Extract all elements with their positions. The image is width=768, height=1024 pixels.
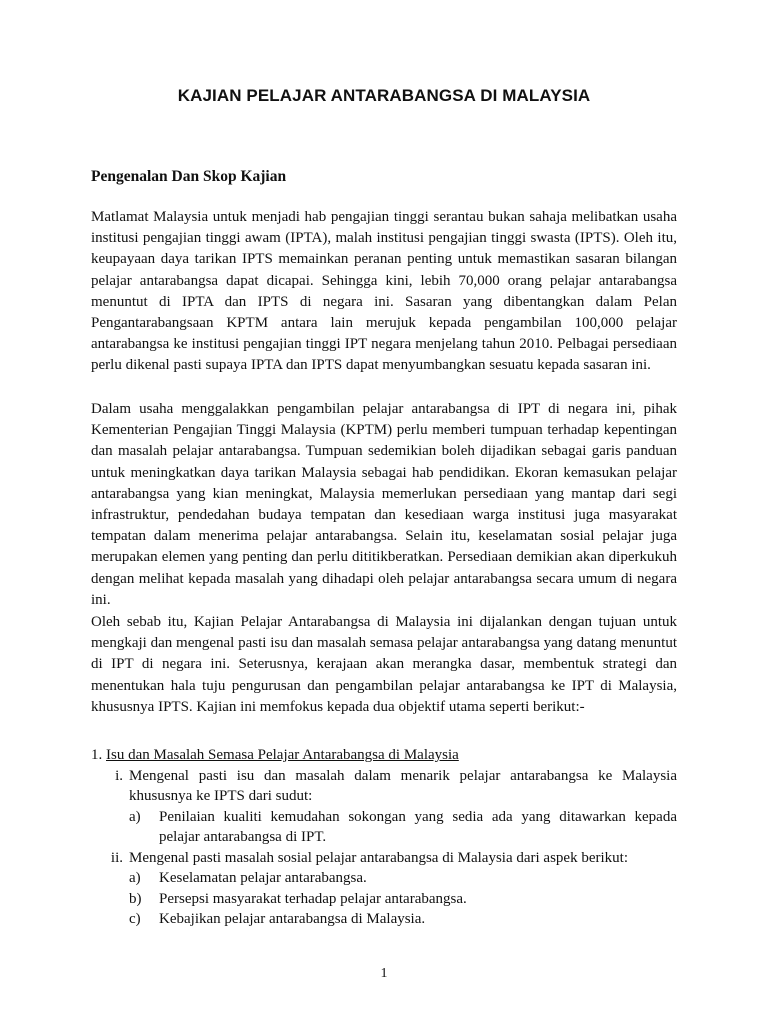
list-item-text: Mengenal pasti masalah sosial pelajar antarabangsa di Malaysia dari aspek berikut:: [129, 849, 628, 866]
objective-number: 1.: [91, 747, 103, 763]
list-item-number: ii.: [110, 849, 123, 866]
list-item: [91, 848, 677, 869]
sub-list-item-text: Penilaian kualiti kemudahan sokongan yang sedia ada yang ditawarkan kepada pelajar antarabangsa di IPT.: [159, 808, 677, 845]
sub-list-item: [91, 889, 677, 910]
list-item-number: i.: [115, 767, 123, 784]
sub-list-item-text: Keselamatan pelajar antarabangsa.: [159, 870, 367, 886]
objective-title-text: Isu dan Masalah Semasa Pelajar Antarabangsa di Malaysia: [106, 747, 459, 763]
sub-list-item: [91, 868, 677, 889]
sub-list-item-number: a): [129, 870, 141, 886]
sub-list-item-number: a): [129, 808, 141, 825]
sub-list-item-text: Kebajikan pelajar antarabangsa di Malaysia.: [159, 911, 426, 927]
objective-list: [91, 745, 677, 930]
sub-list-item-number: b): [129, 890, 142, 907]
objective-title: [91, 745, 677, 766]
paragraph-3: Oleh sebab itu, Kajian Pelajar Antarabangsa di Malaysia ini dijalankan dengan tujuan untuk mengkaji dan mengenal pasti isu dan masalah semasa pelajar antarabangsa yang datang menuntut di IPT di negara ini. Seterusnya, kerajaan akan merangka dasar, membentuk strategi dan menentukan hala tuju pengurusan dan pengambilan pelajar antarabangsa ke IPT di Malaysia, khususnya IPTS. Kajian ini memfokus kepada dua objektif utama seperti berikut:-: [91, 614, 677, 715]
section-heading: Pengenalan Dan Skop Kajian: [91, 168, 287, 185]
list-item: [91, 766, 677, 807]
sub-list-item: [91, 909, 677, 930]
paragraph-1: Matlamat Malaysia untuk menjadi hab pengajian tinggi serantau bukan sahaja melibatkan usaha institusi pengajian tinggi awam (IPTA), malah institusi pengajian tinggi swasta (IPTS). Oleh itu, keupayaan daya tarikan IPTS memainkan peranan penting untuk memastikan sasaran bilangan pelajar antarabangsa dapat dicapai. Sehingga kini, lebih 70,000 orang pelajar antarabangsa menuntut di IPTA dan IPTS di negara ini. Sasaran yang dibentangkan dalam Pelan Pengantarabangsaan KPTM antara lain merujuk kepada pengambilan 100,000 pelajar antarabangsa ke institusi pengajian tinggi IPT negara menjelang tahun 2010. Pelbagai persediaan perlu dikenal pasti supaya IPTA dan IPTS dapat menyumbangkan sesuatu kepada sasaran ini.: [91, 209, 677, 374]
document-title: KAJIAN PELAJAR ANTARABANGSA DI MALAYSIA: [177, 86, 591, 105]
sub-list-item-text: Persepsi masyarakat terhadap pelajar antarabangsa.: [159, 890, 467, 907]
paragraph-2: Dalam usaha menggalakkan pengambilan pelajar antarabangsa di IPT di negara ini, pihak Kementerian Pengajian Tinggi Malaysia (KPTM) perlu memberi tumpuan terhadap kepentingan dan masalah pelajar antarabangsa. Tumpuan sedemikian boleh dijadikan sebagai garis panduan untuk meningkatkan daya tarikan Malaysia sebagai hab pendidikan. Ekoran kemasukan pelajar antarabangsa yang kian meningkat, Malaysia memerlukan persediaan yang mantap dari segi infrastruktur, pendedahan budaya tempatan dan kesediaan warga institusi juga masyarakat tempatan dalam menerima pelajar antarabangsa. Selain itu, keselamatan sosial pelajar juga merupakan elemen yang penting dan perlu dititikberatkan. Persediaan demikian akan diperkukuh dengan melihat kepada masalah yang dihadapi oleh pelajar antarabangsa secara umum di negara ini.: [91, 401, 677, 608]
sub-list-item-number: c): [129, 911, 141, 927]
page-number: 1: [380, 966, 388, 981]
sub-list-item: [91, 807, 677, 848]
list-item-text: Mengenal pasti isu dan masalah dalam menarik pelajar antarabangsa ke Malaysia khususnya ke IPTS dari sudut:: [129, 767, 677, 804]
